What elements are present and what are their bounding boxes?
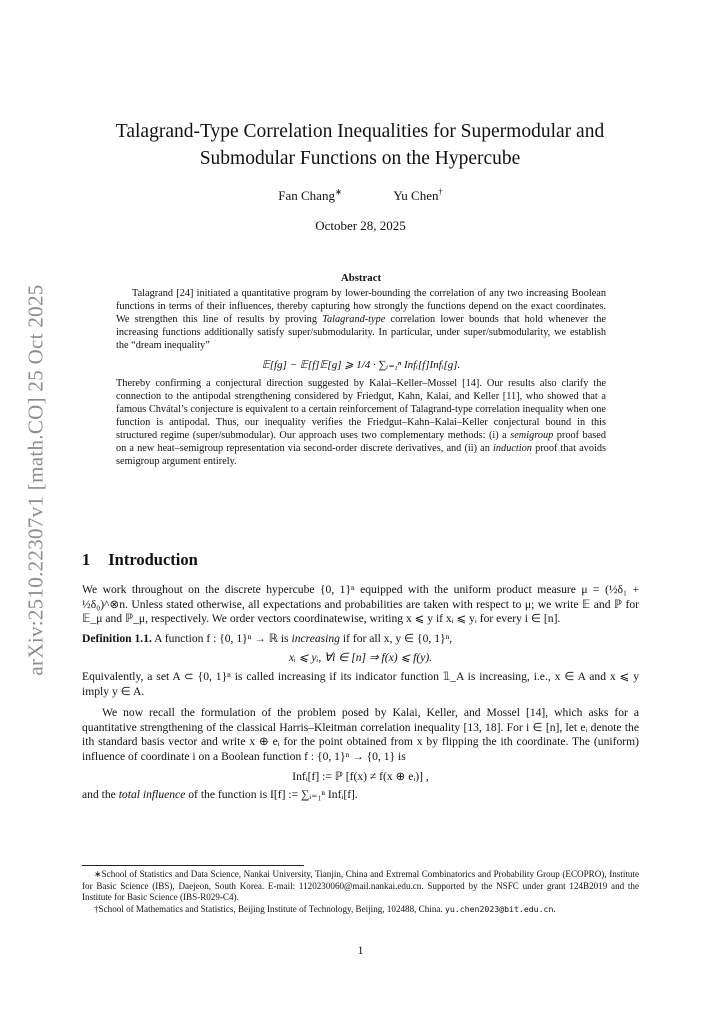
footnote-divider [82, 865, 304, 866]
arxiv-id-text: arXiv:2510.22307v1 [math.CO] 25 Oct 2025 [23, 284, 48, 676]
paper-date: October 28, 2025 [315, 218, 406, 233]
page-number: 1 [357, 945, 364, 957]
footnote-2 [82, 904, 639, 916]
intro-p4-text-a: and the [82, 788, 119, 802]
definition-1-1 [82, 632, 639, 647]
footnote-1: ∗School of Statistics and Data Science, Nankai University, Tianjin, China and Extremal Combinatorics and Probability Group (ECOPRO), Institute for Basic Science (IBS), Daejeon, South Korea. E-mail: 1120230060@mail.nankai.edu.cn. Supported by the NSFC under grant 124B2019 and the Institute for Basic Science (IBS-R029-C4). [82, 869, 639, 903]
footnote-2-text: †School of Mathematics and Statistics, Beijing Institute of Technology, Beijing, 102488, China. [94, 903, 445, 914]
abstract-p2-text-c: proof that avoids semigroup argument entirely. [116, 443, 606, 468]
author-1-name: Fan Chang [278, 188, 335, 204]
definition-label: Definition 1.1. [82, 631, 152, 645]
author-2-mark: † [438, 187, 443, 197]
author-2 [393, 188, 442, 203]
abstract-p2-text-b: proof based on a new heat–semigroup representation via second-order discrete derivatives, and (ii) an [116, 430, 606, 455]
title-line-1: Talagrand-Type Correlation Inequalities for Supermodular and [115, 121, 605, 142]
intro-p4-emphasis: total influence [118, 788, 186, 802]
intro-paragraph-1: We work throughout on the discrete hypercube {0, 1}ⁿ equipped with the uniform product measure μ = (½δ₁ + ½δ₀)^⊗n. Unless stated otherwise, all expectations and probabilities are taken with respect to μ; we write 𝔼 and ℙ for 𝔼_μ and ℙ_μ, respectively. We order vectors coordinatewise, writing x ⩽ y if xᵢ ⩽ yᵢ for every i ∈ [n]. [82, 583, 639, 626]
abstract-heading: Abstract [340, 272, 382, 284]
footnotes [82, 869, 639, 915]
author-1-mark: ∗ [334, 187, 343, 197]
section-title: Introduction [108, 550, 198, 569]
title-line-2: Submodular Functions on the Hypercube [199, 148, 521, 169]
intro-p4-text-b: of the function is I[f] := ∑ᵢ₌₁ⁿ Infᵢ[f]. [185, 788, 358, 802]
footnote-2-email: yu.chen2023@bit.edu.cn [444, 903, 554, 914]
abstract-paragraph-1 [116, 287, 606, 352]
definition-emphasis: increasing [291, 631, 340, 645]
abstract-p1-text-a: Talagrand [24] initiated a quantitative program by lower-bounding the correlation of any two increasing Boolean functions in terms of their influences, thereby capturing how strongly the functions depend on the exact coordinates. We strengthen this line of results by proving [116, 288, 606, 326]
intro-paragraph-3: We now recall the formulation of the problem posed by Kalai, Keller, and Mossel [14], which asks for a quantitative strengthening of the classical Harris–Kleitman correlation inequality [13, 18]. For i ∈ [n], let eᵢ denote the ith standard basis vector and write x ⊕ eᵢ for the point obtained from x by flipping the ith coordinate. The (uniform) influence of coordinate i on a Boolean function f : {0, 1}ⁿ → {0, 1} is [82, 706, 639, 763]
author-1 [278, 188, 342, 203]
abstract-paragraph-2 [116, 377, 606, 469]
author-2-name: Yu Chen [393, 188, 439, 204]
abstract-p1-text-b: correlation lower bounds that hold whenever the increasing functions additionally satisfy super/submodularity. In particular, under super/submodularity, we establish the “dream inequality” [116, 314, 606, 352]
definition-text-b: if for all x, y ∈ {0, 1}ⁿ, [339, 631, 453, 645]
definition-text-a: A function f : {0, 1}ⁿ → ℝ is [151, 631, 292, 645]
paper-title [70, 118, 650, 172]
author-list [0, 187, 721, 204]
abstract-p2-text-a: Thereby confirming a conjectural direction suggested by Kalai–Keller–Mossel [14]. Our results also clarify the connection to the antipodal strengthening considered by Friedgut, Kahn, Kalai, and Keller [11], who showed that a famous Chvátal’s conjecture is equivalent to a certain reinforcement of Talagrand-type correlation inequality when one function is antipodal. Thus, our inequality verifies the Friedgut–Kahn–Kalai–Keller conjectural bound in this structured regime (super/submodular). Our approach uses two complementary methods: (i) a [116, 377, 606, 442]
dream-inequality-equation: 𝔼[fg] − 𝔼[f]𝔼[g] ⩾ 1/4 · ∑ᵢ₌₁ⁿ Infᵢ[f]Infᵢ[g]. [261, 358, 461, 371]
intro-paragraph-2: Equivalently, a set A ⊂ {0, 1}ⁿ is called increasing if its indicator function 𝟙_A is increasing, i.e., x ∈ A and x ⩽ y imply y ∈ A. [82, 669, 639, 698]
influence-display-math: Infᵢ[f] := ℙ [f(x) ≠ f(x ⊕ eᵢ)] , [292, 769, 429, 783]
section-heading-introduction [82, 550, 198, 570]
footnote-2-end: . [553, 903, 556, 914]
abstract-p2-emphasis-1: semigroup [510, 430, 554, 442]
abstract-p1-emphasis: Talagrand-type [322, 314, 386, 326]
abstract-p2-emphasis-2: induction [493, 443, 532, 455]
definition-display-math: xᵢ ⩽ yᵢ, ∀i ∈ [n] ⇒ f(x) ⩽ f(y). [288, 651, 433, 665]
introduction-body [82, 583, 639, 803]
section-number: 1 [82, 550, 91, 569]
abstract [116, 272, 606, 468]
intro-paragraph-4 [82, 788, 639, 803]
